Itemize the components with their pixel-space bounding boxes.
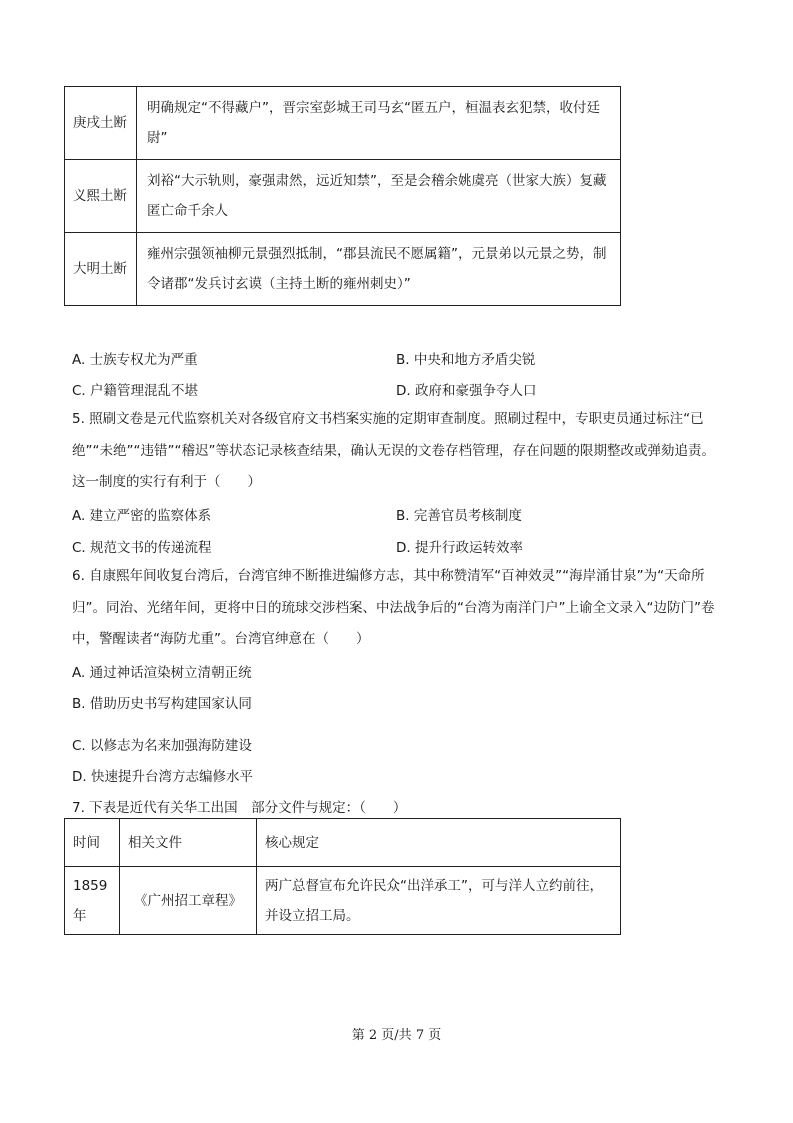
header-time: 时间 xyxy=(65,819,120,867)
q7-stem: 7. 下表是近代有关华工出国 部分文件与规定：（ ） xyxy=(72,800,407,816)
header-rule: 核心规定 xyxy=(257,819,621,867)
table-header-row xyxy=(65,819,621,867)
q6-stem: 6. 自康熙年间收复台湾后，台湾官绅不断推进编修方志，其中称赞清军“百神效灵”“海岸涌甘泉”为“天命所归”。同治、光绪年间，更将中日的琉球交涉档案、中法战争后的“台湾为南洋门户”上谕全文录入“边防门”卷中，警醒读者“海防尤重”。台湾官绅意在（ ） xyxy=(72,568,715,647)
row-key: 义熙土断 xyxy=(65,160,137,233)
row-key: 庚戌土断 xyxy=(65,87,137,160)
q4-option-a[interactable]: A. 士族专权尤为严重 xyxy=(72,352,198,368)
q4-option-c[interactable]: C. 户籍管理混乱不堪 xyxy=(72,383,199,399)
q6-option-c[interactable]: C. 以修志为名来加强海防建设 xyxy=(72,738,253,754)
table-row xyxy=(65,867,621,935)
q5-option-a[interactable]: A. 建立严密的监察体系 xyxy=(72,508,212,524)
row-value: 刘裕“大示轨则，豪强肃然，远近知禁”，至是会稽余姚虞亮（世家大族）复藏匿亡命千余人 xyxy=(137,160,621,233)
q6-option-a[interactable]: A. 通过神话渲染树立清朝正统 xyxy=(72,665,252,681)
q5-stem: 5. 照刷文卷是元代监察机关对各级官府文书档案实施的定期审查制度。照刷过程中，专职吏员通过标注“已绝”“未绝”“违错”“稽迟”等状态记录核查结果，确认无误的文卷存档管理，存在问题的限期整改或弹劾追责。这一制度的实行有利于（ ） xyxy=(72,411,715,490)
row-key: 大明土断 xyxy=(65,233,137,306)
table-row xyxy=(65,233,621,306)
table-row xyxy=(65,160,621,233)
cell-doc: 《广州招工章程》 xyxy=(120,867,257,935)
table-row xyxy=(65,87,621,160)
q5-option-c[interactable]: C. 规范文书的传递流程 xyxy=(72,540,212,556)
q4-option-b[interactable]: B. 中央和地方矛盾尖锐 xyxy=(396,352,536,368)
q6-option-d[interactable]: D. 快速提升台湾方志编修水平 xyxy=(72,769,253,785)
row-value: 明确规定“不得藏户”，晋宗室彭城王司马玄“匿五户，桓温表玄犯禁，收付廷尉” xyxy=(137,87,621,160)
header-doc: 相关文件 xyxy=(120,819,257,867)
cell-time: 1859年 xyxy=(65,867,120,935)
q5-option-d[interactable]: D. 提升行政运转效率 xyxy=(396,540,523,556)
q5-option-b[interactable]: B. 完善官员考核制度 xyxy=(396,508,522,524)
emigration-docs-table xyxy=(64,818,621,935)
q4-option-d[interactable]: D. 政府和豪强争夺人口 xyxy=(396,383,537,399)
q6-option-b[interactable]: B. 借助历史书写构建国家认同 xyxy=(72,696,252,712)
row-value: 雍州宗强领袖柳元景强烈抵制，“郡县流民不愿属籍”，元景弟以元景之势，制令诸郡“发兵讨玄谟（主持土断的雍州刺史）” xyxy=(137,233,621,306)
land-registration-table xyxy=(64,86,621,306)
cell-rule: 两广总督宣布允许民众“出洋承工”，可与洋人立约前往，并设立招工局。 xyxy=(257,867,621,935)
page-footer: 第 2 页/共 7 页 xyxy=(351,1028,442,1043)
